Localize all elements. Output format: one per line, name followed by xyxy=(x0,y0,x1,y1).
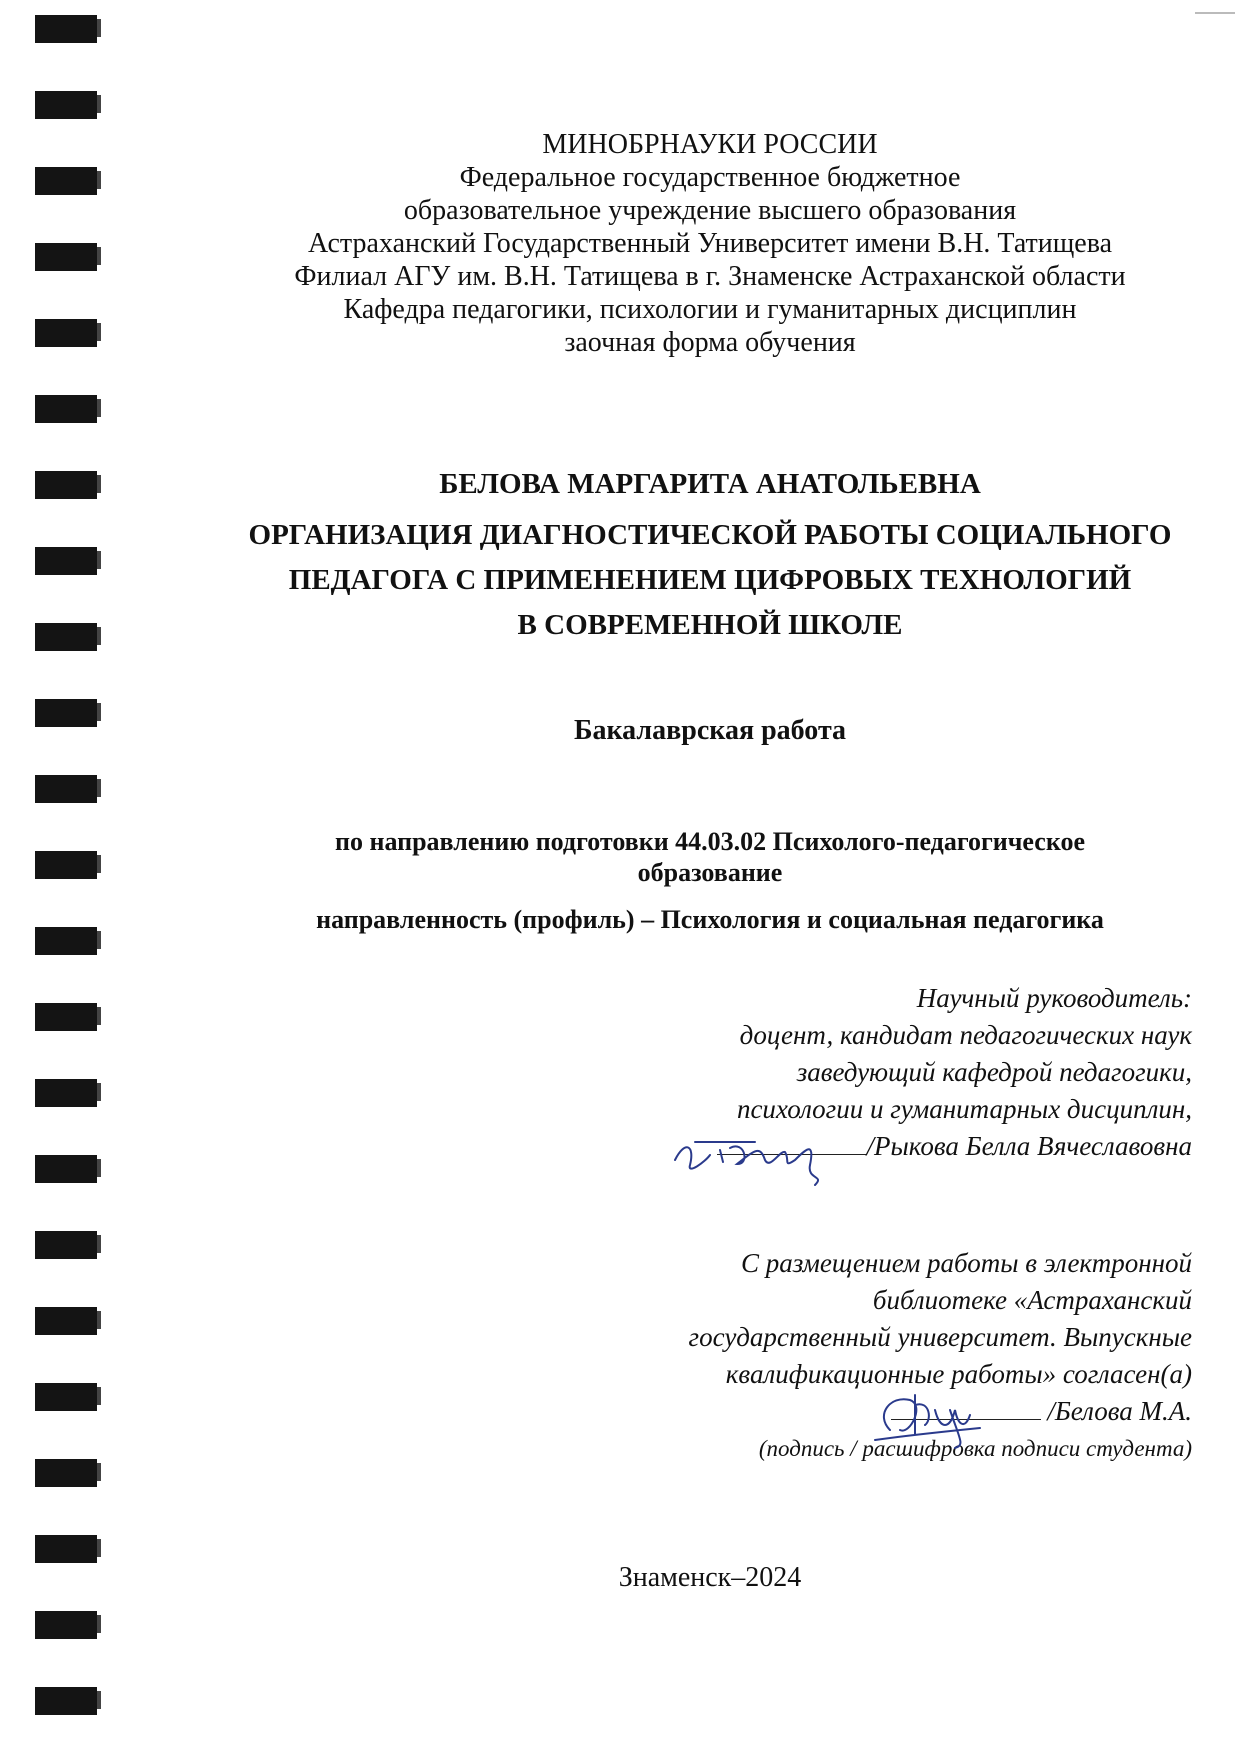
binding-ring xyxy=(35,1687,97,1715)
supervisor-heading: Научный руководитель: xyxy=(916,983,1192,1013)
institution-type-line-2: образовательное учреждение высшего образования xyxy=(403,195,1017,226)
supervisor-signature xyxy=(665,1120,865,1190)
binding-ring xyxy=(35,623,97,651)
consent-block xyxy=(492,1245,1192,1467)
supervisor-degree: доцент, кандидат педагогических наук xyxy=(739,1020,1192,1050)
branch-name: Филиал АГУ им. В.Н. Татищева в г. Знаменске Астраханской области xyxy=(294,261,1126,292)
binding-ring xyxy=(35,1231,97,1259)
supervisor-position-2: психологии и гуманитарных дисциплин, xyxy=(736,1094,1192,1124)
consent-line-3: государственный университет. Выпускные xyxy=(688,1322,1192,1352)
binding-ring xyxy=(35,471,97,499)
binding-ring xyxy=(35,1383,97,1411)
thesis-title-line-3: В СОВРЕМЕННОЙ ШКОЛЕ xyxy=(517,609,903,641)
thesis-title-line-1: ОРГАНИЗАЦИЯ ДИАГНОСТИЧЕСКОЙ РАБОТЫ СОЦИАЛЬНОГО xyxy=(248,519,1172,551)
supervisor-name: /Рыкова Белла Вячеславовна xyxy=(866,1131,1192,1161)
signature-caption: (подпись / расшифровка подписи студента) xyxy=(758,1436,1192,1461)
binding-ring xyxy=(35,547,97,575)
binding-ring xyxy=(35,1003,97,1031)
binding-ring xyxy=(35,775,97,803)
spiral-binding xyxy=(0,0,100,1754)
student-name: /Белова М.А. xyxy=(1047,1396,1192,1426)
binding-ring xyxy=(35,15,97,43)
study-direction-line-2: образование xyxy=(637,858,783,887)
consent-line-1: С размещением работы в электронной xyxy=(740,1248,1192,1278)
binding-ring xyxy=(35,1611,97,1639)
binding-ring xyxy=(35,1535,97,1563)
consent-line-4: квалификационные работы» согласен(а) xyxy=(725,1359,1192,1389)
binding-ring xyxy=(35,319,97,347)
binding-ring xyxy=(35,167,97,195)
consent-line-2: библиотеке «Астраханский xyxy=(872,1285,1192,1315)
binding-ring xyxy=(35,91,97,119)
study-direction xyxy=(150,826,1240,888)
binding-ring xyxy=(35,395,97,423)
study-form: заочная форма обучения xyxy=(564,327,856,358)
thesis-title-line-2: ПЕДАГОГА С ПРИМЕНЕНИЕМ ЦИФРОВЫХ ТЕХНОЛОГИЙ xyxy=(288,564,1132,596)
binding-ring xyxy=(35,1307,97,1335)
ministry-line: МИНОБРНАУКИ РОССИИ xyxy=(542,129,878,160)
binding-ring xyxy=(35,1079,97,1107)
supervisor-position: заведующий кафедрой педагогики, xyxy=(796,1057,1192,1087)
city-year: Знаменск–2024 xyxy=(618,1562,802,1593)
binding-ring xyxy=(35,851,97,879)
work-type: Бакалаврская работа xyxy=(573,715,847,746)
study-direction-line-1: по направлению подготовки 44.03.02 Психолого-педагогическое xyxy=(334,827,1086,856)
student-signature xyxy=(870,1380,990,1450)
study-profile: направленность (профиль) – Психология и социальная педагогика xyxy=(316,905,1104,934)
author-name: БЕЛОВА МАРГАРИТА АНАТОЛЬЕВНА xyxy=(439,468,981,500)
binding-ring xyxy=(35,243,97,271)
student-signature-row xyxy=(492,1393,1192,1430)
department-name: Кафедра педагогики, психологии и гуманитарных дисциплин xyxy=(343,294,1077,325)
thesis-title xyxy=(150,513,1240,648)
institution-header xyxy=(150,128,1240,359)
institution-type-line: Федеральное государственное бюджетное xyxy=(459,162,961,193)
binding-ring xyxy=(35,927,97,955)
binding-ring xyxy=(35,699,97,727)
university-name: Астраханский Государственный Университет имени В.Н. Татищева xyxy=(307,228,1113,259)
binding-ring xyxy=(35,1459,97,1487)
scan-mark xyxy=(1195,12,1235,14)
binding-ring xyxy=(35,1155,97,1183)
